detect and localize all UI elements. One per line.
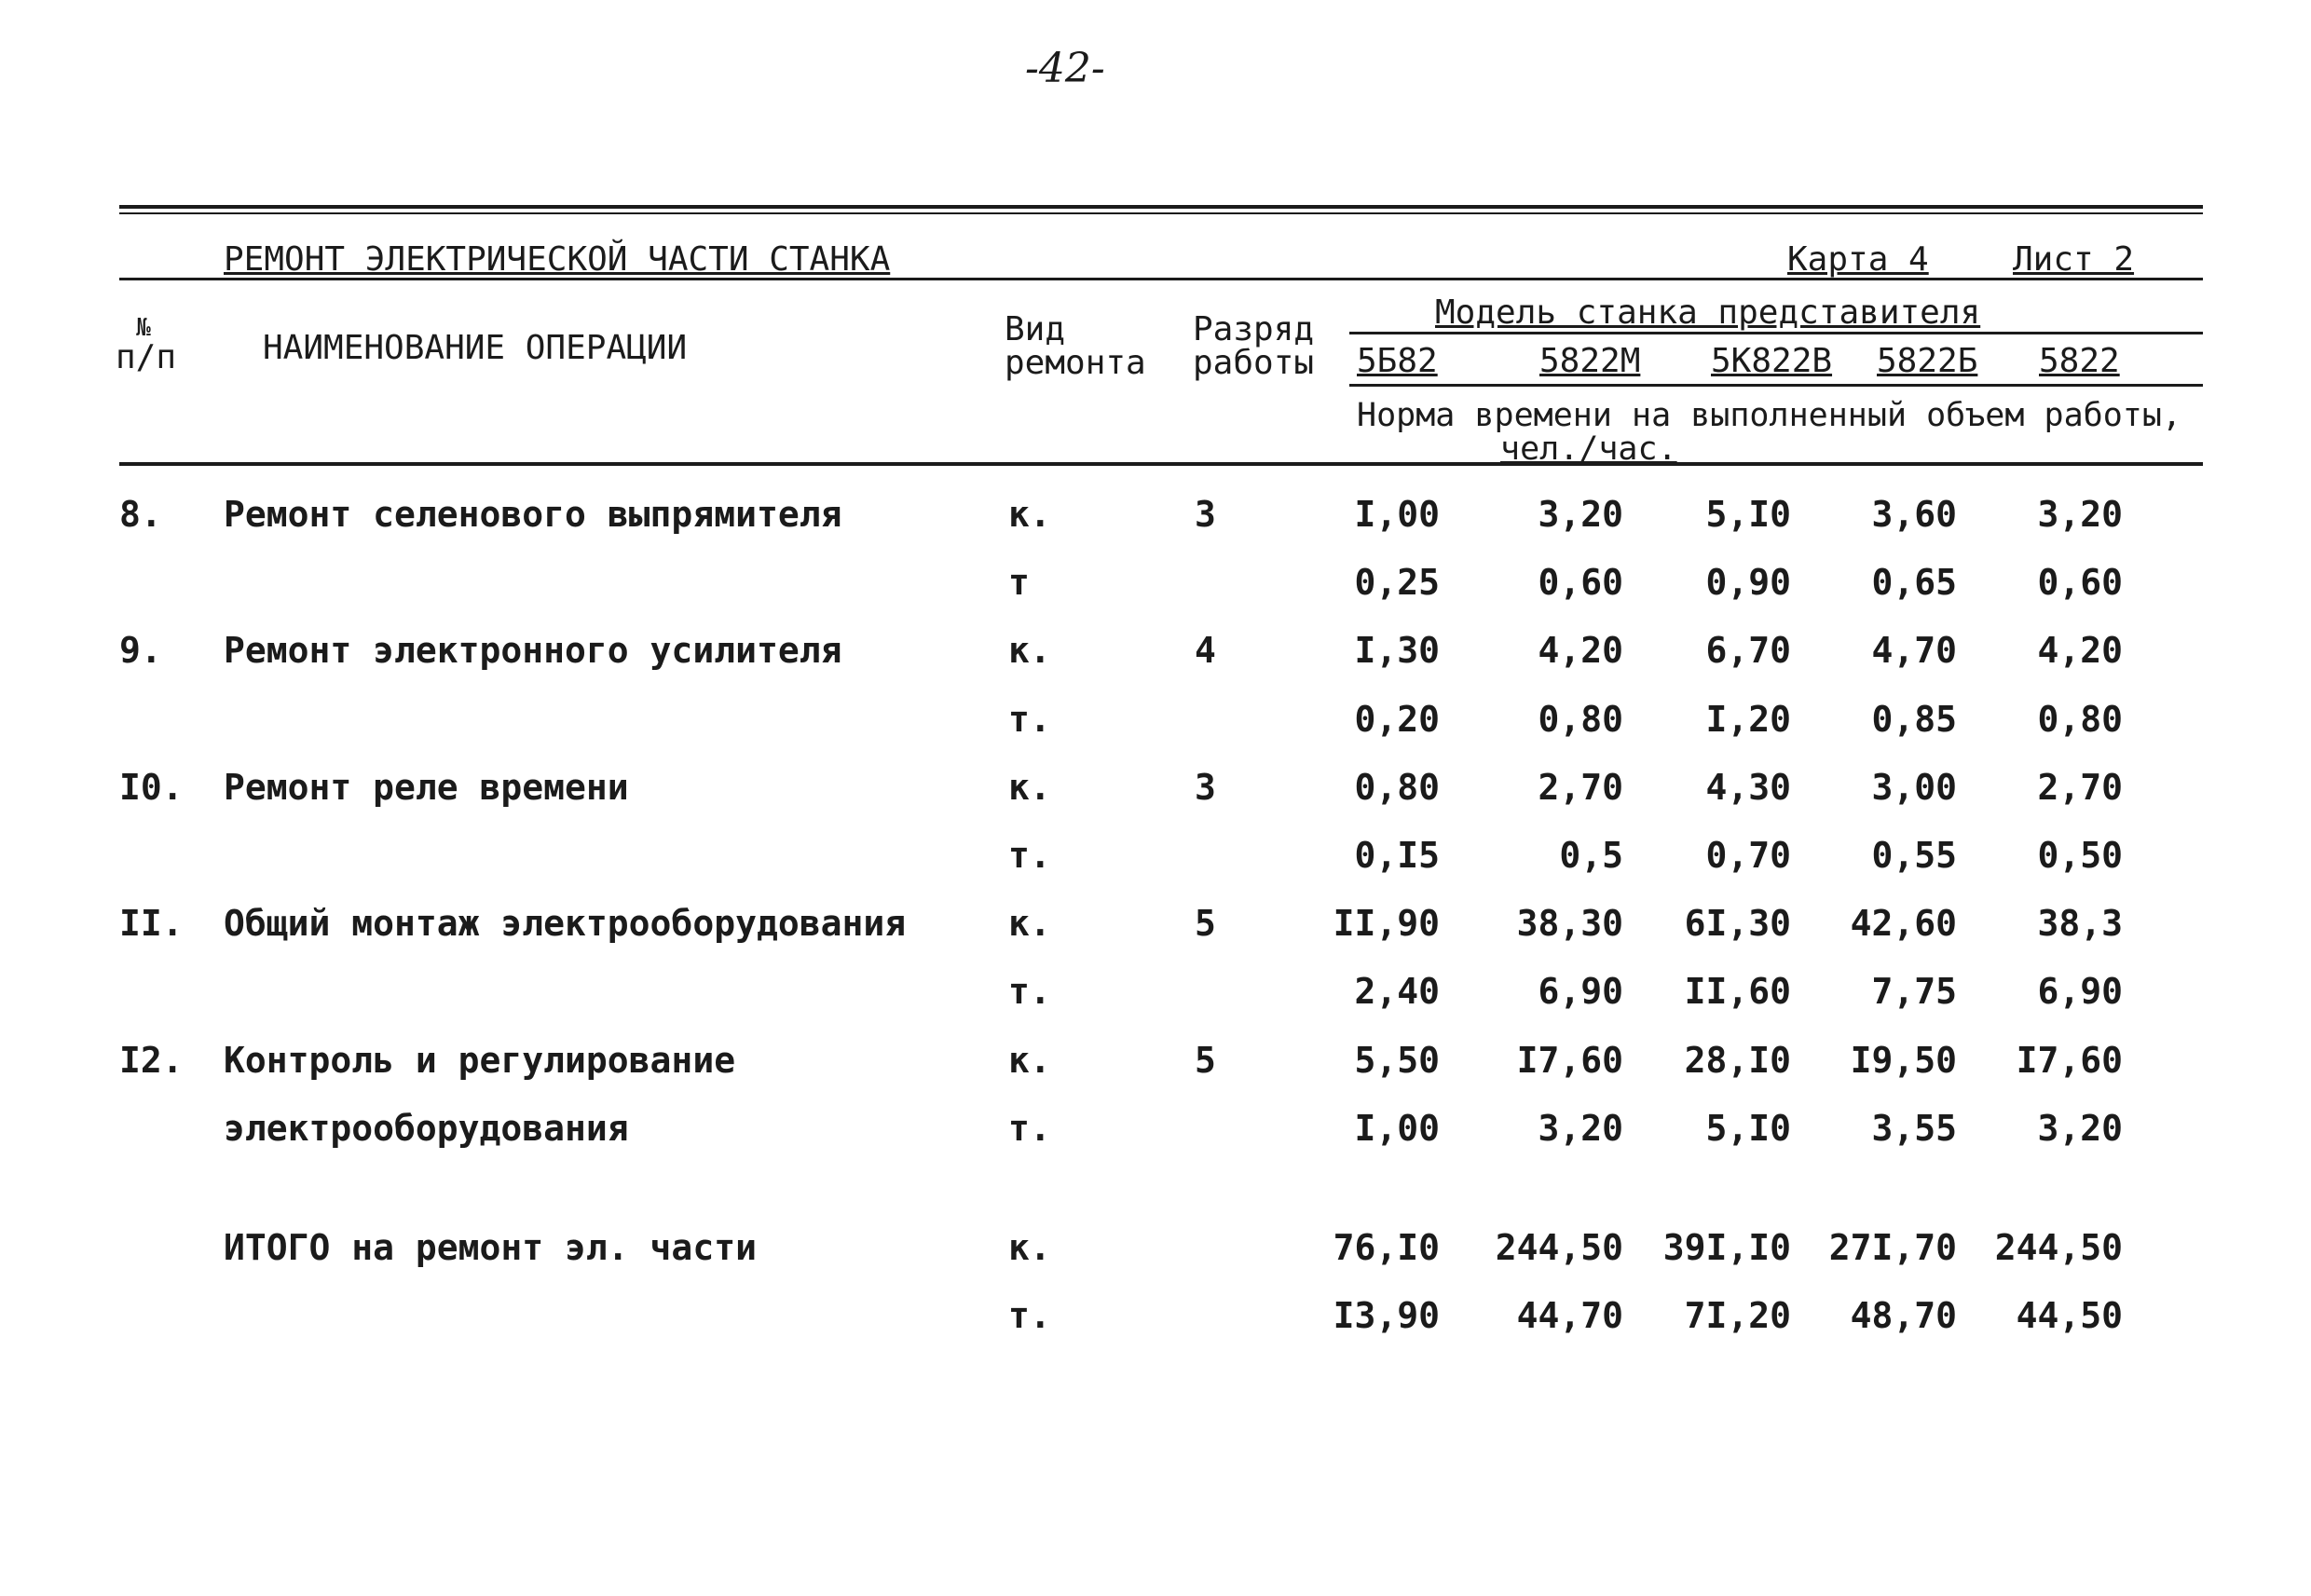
model-5822: 5822 [2039, 342, 2120, 380]
row-number: II. [119, 903, 184, 944]
col-repair-type-line2: ремонта [1005, 344, 1146, 382]
time-norm-value: II,90 [1333, 903, 1440, 944]
time-norm-value: 3,20 [2037, 494, 2123, 535]
time-norm-value: 4,20 [1538, 630, 1623, 671]
repair-type: т [1008, 562, 1030, 603]
time-norm-value: 0,65 [1871, 562, 1957, 603]
page-number: -42- [1025, 45, 1105, 92]
time-norm-value: 0,80 [2037, 699, 2123, 740]
total-value: 48,70 [1850, 1295, 1957, 1336]
time-norm-value: 0,5 [1559, 835, 1623, 876]
time-norm-value: 4,20 [2037, 630, 2123, 671]
row-number: 8. [119, 494, 162, 535]
time-norm-value: 0,70 [1705, 835, 1791, 876]
card-number: Карта 4 [1787, 240, 1929, 279]
time-norm-value: 28,I0 [1684, 1040, 1791, 1081]
time-norm-value: 3,20 [2037, 1108, 2123, 1149]
total-value: 27I,70 [1828, 1227, 1957, 1268]
models-title: Модель станка представителя [1435, 293, 1981, 332]
time-norm-value: 0,60 [2037, 562, 2123, 603]
time-norm-value: 38,3 [2037, 903, 2123, 944]
sheet-number: Лист 2 [2013, 240, 2135, 279]
time-norm-value: 6,90 [1538, 971, 1623, 1012]
operation-name: Контроль и регулирование [224, 1040, 736, 1081]
total-value: 7I,20 [1684, 1295, 1791, 1336]
col-repair-type-header [1005, 310, 1146, 382]
total-value: 39I,I0 [1662, 1227, 1791, 1268]
time-norm-value: 38,30 [1516, 903, 1623, 944]
operation-name: Ремонт селенового выпрямителя [224, 494, 842, 535]
time-norm-value: 0,90 [1705, 562, 1791, 603]
col-work-grade-header [1193, 310, 1315, 382]
col-operation-header: НАИМЕНОВАНИЕ ОПЕРАЦИИ [263, 329, 688, 367]
top-rule-thin [119, 212, 2203, 214]
total-repair-type: т. [1008, 1295, 1051, 1336]
section-title: РЕМОНТ ЭЛЕКТРИЧЕСКОЙ ЧАСТИ СТАНКА [224, 240, 891, 279]
time-norm-value: 5,I0 [1705, 1108, 1791, 1149]
time-norm-value: I9,50 [1850, 1040, 1957, 1081]
time-norm-value: 0,20 [1354, 699, 1440, 740]
time-norm-value: 0,25 [1354, 562, 1440, 603]
time-norm-value: 5,50 [1354, 1040, 1440, 1081]
repair-type: т. [1008, 1108, 1051, 1149]
time-norm-value: 0,50 [2037, 835, 2123, 876]
repair-type: т. [1008, 699, 1051, 740]
operation-name: Ремонт электронного усилителя [224, 630, 842, 671]
time-norm-value: 42,60 [1850, 903, 1957, 944]
time-norm-value: 0,80 [1354, 767, 1440, 808]
repair-type: т. [1008, 971, 1051, 1012]
operation-name: Ремонт реле времени [224, 767, 629, 808]
repair-type: к. [1008, 1040, 1051, 1081]
work-grade: 3 [1195, 767, 1216, 808]
col-work-grade-line2: работы [1193, 344, 1315, 382]
time-norm-value: I7,60 [2016, 1040, 2123, 1081]
time-norm-value: 2,40 [1354, 971, 1440, 1012]
model-5822m: 5822М [1539, 342, 1641, 380]
time-norm-value: 0,55 [1871, 835, 1957, 876]
repair-type: к. [1008, 767, 1051, 808]
row-number: I2. [119, 1040, 184, 1081]
time-norm-value: I,00 [1354, 494, 1440, 535]
total-value: 76,I0 [1333, 1227, 1440, 1268]
models-title-rule [1349, 332, 2203, 334]
time-norm-value: 3,20 [1538, 494, 1623, 535]
header-underline [119, 278, 2203, 280]
time-norm-value: 2,70 [2037, 767, 2123, 808]
total-value: 44,50 [2016, 1295, 2123, 1336]
repair-type: к. [1008, 494, 1051, 535]
time-norm-value: 5,I0 [1705, 494, 1791, 535]
time-norm-value: 0,80 [1538, 699, 1623, 740]
model-5822b: 5822Б [1877, 342, 1978, 380]
operation-name: Общий монтаж электрооборудования [224, 903, 907, 944]
total-value: 44,70 [1516, 1295, 1623, 1336]
top-rule [119, 205, 2203, 209]
total-value: I3,90 [1333, 1295, 1440, 1336]
time-norm-value: 2,70 [1538, 767, 1623, 808]
row-number: I0. [119, 767, 184, 808]
time-norm-value: 0,I5 [1354, 835, 1440, 876]
col-work-grade-line1: Разряд [1193, 310, 1315, 348]
time-norm-value: 3,55 [1871, 1108, 1957, 1149]
time-norm-value: I7,60 [1516, 1040, 1623, 1081]
work-grade: 5 [1195, 903, 1216, 944]
total-value: 244,50 [1495, 1227, 1623, 1268]
time-norm-value: 6I,30 [1684, 903, 1791, 944]
time-norm-value: 3,60 [1871, 494, 1957, 535]
col-num-header [116, 314, 177, 376]
norm-label-line2: чел./час. [1500, 430, 1677, 468]
repair-type: к. [1008, 630, 1051, 671]
total-value: 244,50 [1994, 1227, 2123, 1268]
norm-label-line1: Норма времени на выполненный объем работы, [1357, 397, 2182, 434]
col-num-sign: № [136, 314, 151, 342]
time-norm-value: 4,30 [1705, 767, 1791, 808]
models-rule [1349, 384, 2203, 387]
row-number: 9. [119, 630, 162, 671]
time-norm-value: I,30 [1354, 630, 1440, 671]
work-grade: 5 [1195, 1040, 1216, 1081]
time-norm-value: 4,70 [1871, 630, 1957, 671]
time-norm-value: 7,75 [1871, 971, 1957, 1012]
time-norm-value: I,00 [1354, 1108, 1440, 1149]
model-5k822v: 5К822В [1711, 342, 1833, 380]
time-norm-value: 6,90 [2037, 971, 2123, 1012]
time-norm-value: 0,85 [1871, 699, 1957, 740]
time-norm-value: 0,60 [1538, 562, 1623, 603]
time-norm-value: 3,20 [1538, 1108, 1623, 1149]
repair-type: т. [1008, 835, 1051, 876]
work-grade: 3 [1195, 494, 1216, 535]
col-num-label: п/п [116, 338, 177, 376]
header-bottom-rule [119, 462, 2203, 466]
total-label: ИТОГО на ремонт эл. части [224, 1227, 757, 1268]
time-norm-value: I,20 [1705, 699, 1791, 740]
time-norm-value: II,60 [1684, 971, 1791, 1012]
col-repair-type-line1: Вид [1005, 310, 1066, 348]
repair-type: к. [1008, 903, 1051, 944]
time-norm-value: 6,70 [1705, 630, 1791, 671]
work-grade: 4 [1195, 630, 1216, 671]
total-repair-type: к. [1008, 1227, 1051, 1268]
model-5b82: 5Б82 [1357, 342, 1438, 380]
time-norm-value: 3,00 [1871, 767, 1957, 808]
operation-name: электрооборудования [224, 1108, 629, 1149]
